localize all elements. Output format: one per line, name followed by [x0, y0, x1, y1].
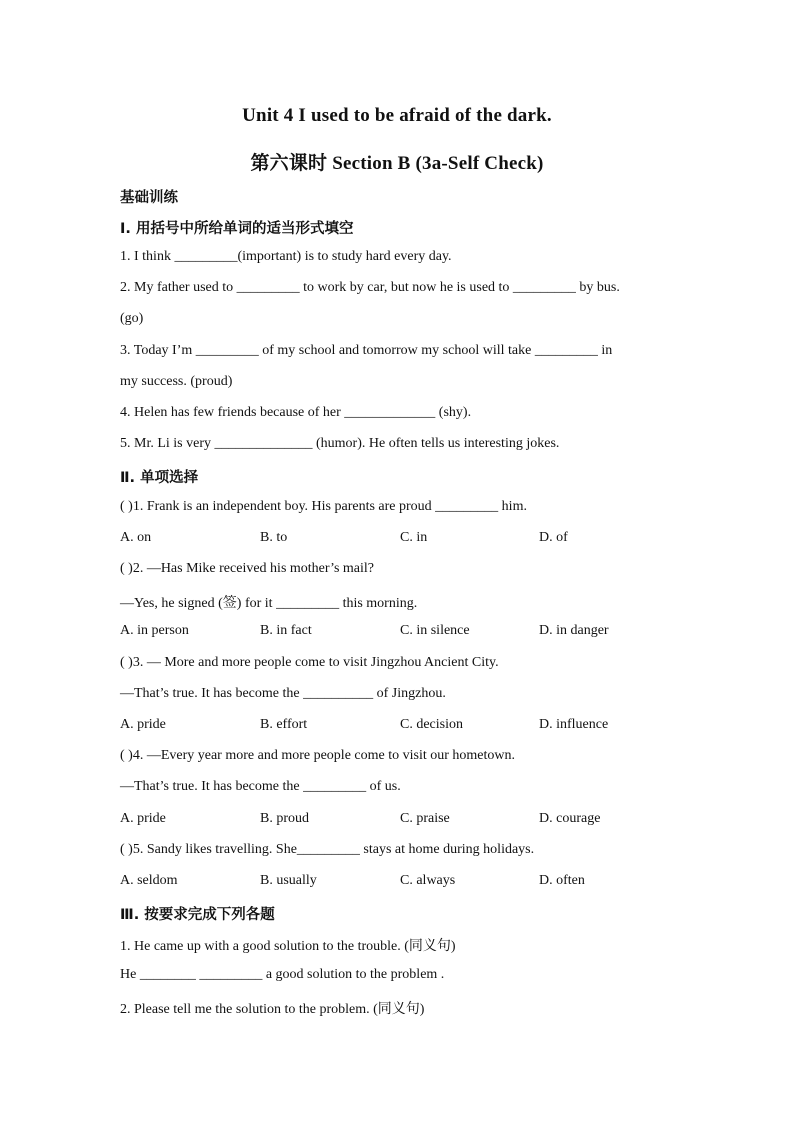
option-b: B. proud	[260, 811, 309, 826]
option-c: C. always	[400, 873, 456, 888]
s2-question-4-reply: —That’s true. It has become the _________ of us.	[120, 779, 401, 794]
option-c: C. praise	[400, 811, 450, 826]
s1-question-2-hint: (go)	[120, 311, 144, 326]
option-b: B. in fact	[260, 623, 312, 638]
section-1-heading: Ⅰ. 用括号中所给单词的适当形式填空	[120, 221, 354, 237]
option-d: D. courage	[539, 811, 601, 826]
option-a: A. seldom	[120, 873, 178, 888]
option-d: D. of	[539, 530, 568, 545]
document-title: Unit 4 I used to be afraid of the dark.	[242, 105, 552, 126]
basic-training-heading: 基础训练	[120, 190, 178, 206]
option-c: C. decision	[400, 717, 463, 732]
s1-question-3: 3. Today I’m _________ of my school and tomorrow my school will take _________ in	[120, 343, 613, 358]
s1-question-4: 4. Helen has few friends because of her _____________ (shy).	[120, 405, 472, 420]
s2-question-5: ( )5. Sandy likes travelling. She_________ stays at home during holidays.	[120, 842, 535, 857]
s1-question-3-cont: my success. (proud)	[120, 374, 233, 389]
document-subtitle: 第六课时 Section B (3a-Self Check)	[250, 153, 544, 174]
s2-question-2: ( )2. —Has Mike received his mother’s mail?	[120, 561, 375, 576]
option-b: B. to	[260, 530, 288, 545]
option-d: D. in danger	[539, 623, 609, 638]
option-a: A. on	[120, 530, 152, 545]
s1-question-1: 1. I think _________(important) is to study hard every day.	[120, 249, 452, 264]
option-b: B. usually	[260, 873, 317, 888]
s3-question-1: 1. He came up with a good solution to the trouble. (同义句)	[120, 939, 456, 954]
s3-question-1-answer: He ________ _________ a good solution to the problem .	[120, 967, 445, 982]
s2-question-3: ( )3. — More and more people come to visit Jingzhou Ancient City.	[120, 655, 499, 670]
option-d: D. often	[539, 873, 585, 888]
section-3-heading: Ⅲ. 按要求完成下列各题	[120, 907, 275, 923]
s2-question-2-reply: —Yes, he signed (签) for it _________ this morning.	[120, 596, 418, 611]
s2-question-4: ( )4. —Every year more and more people come to visit our hometown.	[120, 748, 515, 763]
option-d: D. influence	[539, 717, 609, 732]
section-2-heading: Ⅱ. 单项选择	[120, 470, 199, 486]
option-c: C. in	[400, 530, 428, 545]
option-a: A. pride	[120, 811, 166, 826]
option-a: A. in person	[120, 623, 189, 638]
s2-question-1: ( )1. Frank is an independent boy. His parents are proud _________ him.	[120, 499, 527, 514]
s3-question-2: 2. Please tell me the solution to the problem. (同义句)	[120, 1002, 425, 1017]
option-c: C. in silence	[400, 623, 470, 638]
s1-question-2: 2. My father used to _________ to work by car, but now he is used to _________ by bus.	[120, 280, 620, 295]
option-a: A. pride	[120, 717, 166, 732]
option-b: B. effort	[260, 717, 308, 732]
s1-question-5: 5. Mr. Li is very ______________ (humor). He often tells us interesting jokes.	[120, 436, 560, 451]
s2-question-3-reply: —That’s true. It has become the __________ of Jingzhou.	[120, 686, 446, 701]
